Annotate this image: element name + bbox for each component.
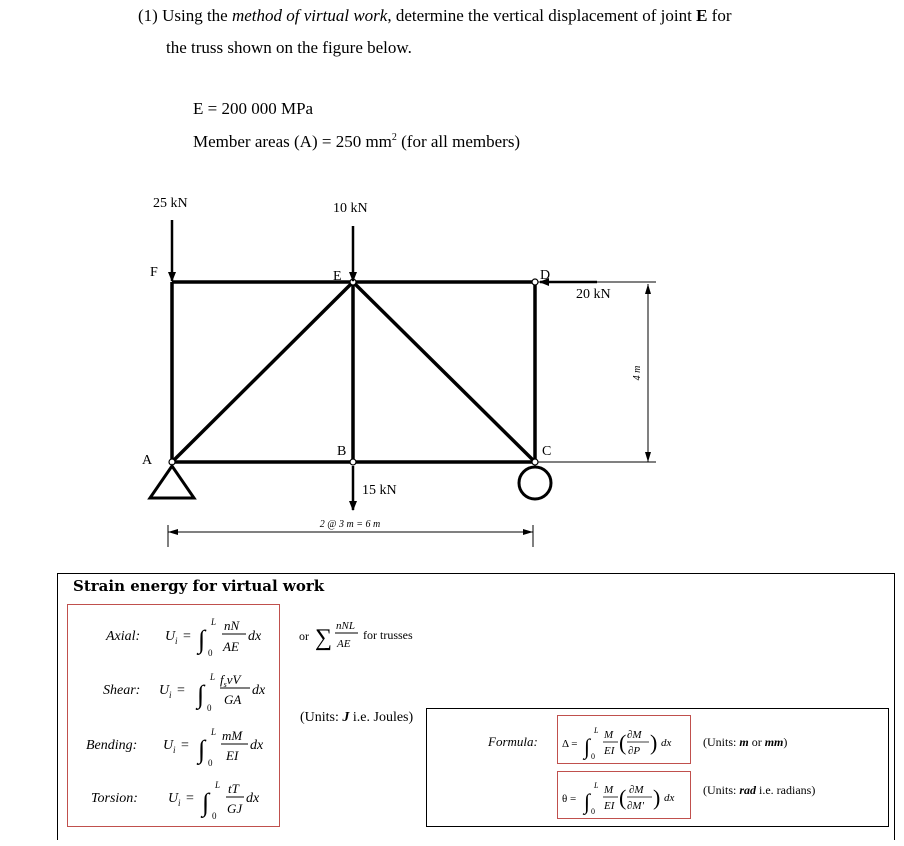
units-radians-prefix: (Units: <box>703 783 740 797</box>
torsion-dx: dx <box>246 791 260 806</box>
theta-dmp: ∂M' <box>627 800 644 812</box>
delta-ei: EI <box>604 745 615 757</box>
bending-ui: U <box>163 738 174 753</box>
bending-integral-sign: ∫ <box>198 735 206 764</box>
span-label: 2 @ 3 m = 6 m <box>319 519 381 530</box>
joint-c-pin <box>532 459 538 465</box>
load-b-label: 15 kN <box>362 483 397 498</box>
units-joules-j: J <box>342 710 350 725</box>
areas-superscript: 2 <box>391 132 397 143</box>
height-label: 4 m <box>632 365 643 381</box>
joint-b-label: B <box>337 444 347 459</box>
shear-dx: dx <box>252 683 266 698</box>
bending-limit-upper: L <box>211 727 217 737</box>
member-ae <box>172 282 353 462</box>
joint-d-label: D <box>540 268 551 283</box>
delta-dp: ∂P <box>628 745 641 757</box>
roller-support-c <box>519 467 551 499</box>
problem-method: method of virtual work <box>231 6 388 25</box>
delta-integral-sign: ∫ <box>584 734 591 759</box>
axial-limit-lower: 0 <box>208 648 213 658</box>
theta-limit-lower: 0 <box>591 807 595 816</box>
axial-limit-upper: L <box>211 617 217 627</box>
joint-d-pin <box>532 279 538 285</box>
strain-energy-equations <box>0 570 904 846</box>
axial-eq: = <box>183 629 191 644</box>
shear-limit-lower: 0 <box>207 703 212 713</box>
problem-statement-line2: the truss shown on the figure below. <box>166 38 412 57</box>
units-joules-suffix: i.e. Joules) <box>349 710 414 725</box>
units-joules <box>300 710 413 725</box>
theta-ei: EI <box>604 800 615 812</box>
shear-ui: U <box>159 683 170 698</box>
theta-limit-upper: L <box>594 781 599 790</box>
axial-ui: U <box>165 629 176 644</box>
shear-limit-upper: L <box>210 672 216 682</box>
torsion-limit-upper: L <box>215 780 221 790</box>
height-arrow-top <box>645 284 651 294</box>
delta-paren-right: ) <box>650 730 658 755</box>
problem-text-mid: , determine the vertical displacement of joint <box>387 6 692 25</box>
bending-numerator: mM <box>222 728 243 743</box>
joint-b-pin <box>350 459 356 465</box>
truss-note: for trusses <box>363 628 413 642</box>
units-meters-mm: mm <box>764 735 784 749</box>
span-arrow-right <box>523 529 533 535</box>
pin-support-a <box>150 466 194 498</box>
bending-denominator: EI <box>226 748 239 763</box>
axial-numerator: nN <box>224 618 240 633</box>
units-meters-m: m <box>739 735 749 749</box>
torsion-ui-sub: i <box>178 798 181 808</box>
theta-integral-sign: ∫ <box>584 789 591 814</box>
shear-eq: = <box>177 683 185 698</box>
bending-limit-lower: 0 <box>208 758 213 768</box>
load-e-label: 10 kN <box>333 201 368 216</box>
shear-label: Shear: <box>103 683 141 698</box>
delta-dx: dx <box>661 737 672 749</box>
delta-limit-upper: L <box>594 726 599 735</box>
shear-integral-sign: ∫ <box>197 680 205 709</box>
load-f-label: 25 kN <box>153 196 188 211</box>
theta-dx: dx <box>664 792 675 804</box>
joint-f-label: F <box>150 265 158 280</box>
theta-dm: ∂M <box>629 784 644 796</box>
axial-denominator: AE <box>223 639 239 654</box>
axial-label: Axial: <box>106 629 141 644</box>
member-ec <box>353 282 535 462</box>
bending-dx: dx <box>250 738 264 753</box>
or-text: or <box>299 629 309 643</box>
delta-symbol: Δ = <box>562 738 578 750</box>
problem-joint: E <box>696 6 708 25</box>
torsion-label: Torsion: <box>91 791 138 806</box>
shear-num-f: f <box>220 672 224 687</box>
units-radians <box>703 783 815 797</box>
shear-num-sub: s <box>223 680 227 689</box>
modulus-text: E = 200 000 MPa <box>193 99 314 118</box>
theta-symbol: θ = <box>562 793 577 805</box>
torsion-ui: U <box>168 791 179 806</box>
torsion-integral-sign: ∫ <box>202 788 210 817</box>
sum-sign: ∑ <box>315 625 333 651</box>
load-d-label: 20 kN <box>576 287 611 302</box>
shear-numerator <box>220 672 243 689</box>
delta-m: M <box>604 729 614 741</box>
units-meters-suffix: ) <box>783 735 788 749</box>
torsion-denominator: GJ <box>227 801 243 816</box>
bending-eq: = <box>181 738 189 753</box>
truss-numerator: nNL <box>336 620 355 632</box>
delta-limit-lower: 0 <box>591 752 595 761</box>
units-radians-rad: rad <box>739 783 757 797</box>
torsion-limit-lower: 0 <box>212 811 217 821</box>
theta-paren-left: ( <box>619 785 627 810</box>
axial-integral-sign: ∫ <box>198 625 206 654</box>
units-meters-or: or <box>748 735 765 749</box>
units-meters-prefix: (Units: <box>703 735 740 749</box>
torsion-eq: = <box>186 791 194 806</box>
problem-text-after: for <box>711 6 732 25</box>
units-radians-suffix: i.e. radians) <box>756 783 816 797</box>
height-arrow-bottom <box>645 452 651 462</box>
areas-after: (for all members) <box>396 132 521 151</box>
axial-dx: dx <box>248 629 262 644</box>
theta-m: M <box>604 784 614 796</box>
bending-label: Bending: <box>86 738 138 753</box>
shear-denominator: GA <box>224 692 242 707</box>
theta-paren-right: ) <box>653 785 661 810</box>
areas-before: Member areas (A) = 250 mm <box>193 132 392 151</box>
joint-e-label: E <box>333 269 342 284</box>
bending-ui-sub: i <box>173 745 176 755</box>
problem-text-before: Using the <box>162 6 228 25</box>
axial-ui-sub: i <box>175 636 178 646</box>
units-meters <box>703 735 787 749</box>
shear-num-rest: vV <box>226 672 241 687</box>
shear-ui-sub: i <box>169 690 172 700</box>
strain-energy-title: Strain energy for virtual work <box>73 577 325 595</box>
problem-number: (1) <box>138 6 158 25</box>
units-joules-prefix: (Units: <box>300 710 343 725</box>
torsion-numerator: tT <box>228 781 239 796</box>
delta-dm: ∂M <box>627 729 642 741</box>
joint-a-label: A <box>142 453 153 468</box>
span-arrow-left <box>168 529 178 535</box>
joint-c-label: C <box>542 444 552 459</box>
truss-denominator: AE <box>337 638 351 650</box>
delta-paren-left: ( <box>619 730 627 755</box>
formula-label: Formula: <box>488 734 538 749</box>
